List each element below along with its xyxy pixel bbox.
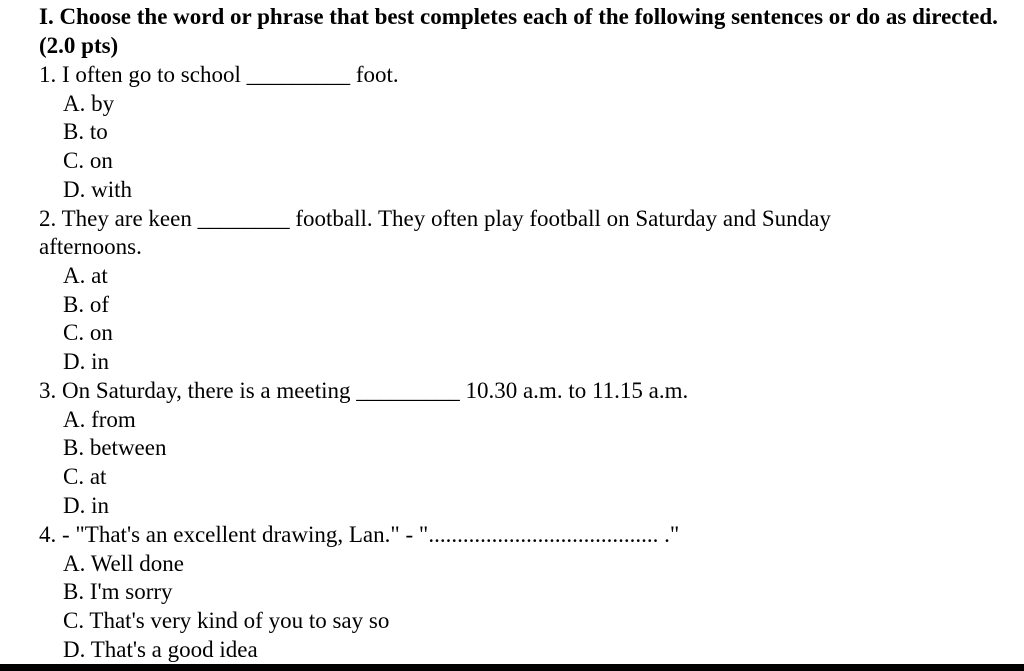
question-2-text-line-2: afternoons. (39, 234, 142, 259)
question-3-option-d: D. in (63, 493, 109, 518)
question-1-option-d: D. with (63, 177, 132, 202)
question-3-option-b: B. between (63, 435, 167, 460)
question-4-option-b: B. I'm sorry (63, 579, 173, 604)
question-3-option-c: C. at (63, 464, 107, 489)
question-4-option-a: A. Well done (63, 551, 185, 576)
question-4-option-c: C. That's very kind of you to say so (63, 608, 390, 633)
question-4-option-d: D. That's a good idea (63, 637, 258, 662)
question-2-text-line-1: 2. They are keen ________ football. They often play football on Saturday and Sunday (39, 206, 831, 231)
bottom-border-bar (0, 664, 1024, 671)
question-2-option-b: B. of (63, 292, 109, 317)
question-4-text: 4. - "That's an excellent drawing, Lan." - "........................................ ." (39, 522, 680, 547)
question-1-option-a: A. by (63, 91, 115, 116)
question-2-option-c: C. on (63, 320, 113, 345)
question-1-text: 1. I often go to school _________ foot. (39, 62, 399, 87)
question-3-option-a: A. from (63, 407, 136, 432)
question-2-option-d: D. in (63, 349, 109, 374)
question-1-option-b: B. to (63, 119, 108, 144)
section-heading: I. Choose the word or phrase that best completes each of the following sentences or do as directed. (2.0 pts) (39, 4, 998, 58)
question-3-text: 3. On Saturday, there is a meeting _________ 10.30 a.m. to 11.15 a.m. (39, 378, 689, 403)
question-1-option-c: C. on (63, 148, 113, 173)
question-2-option-a: A. at (63, 263, 108, 288)
